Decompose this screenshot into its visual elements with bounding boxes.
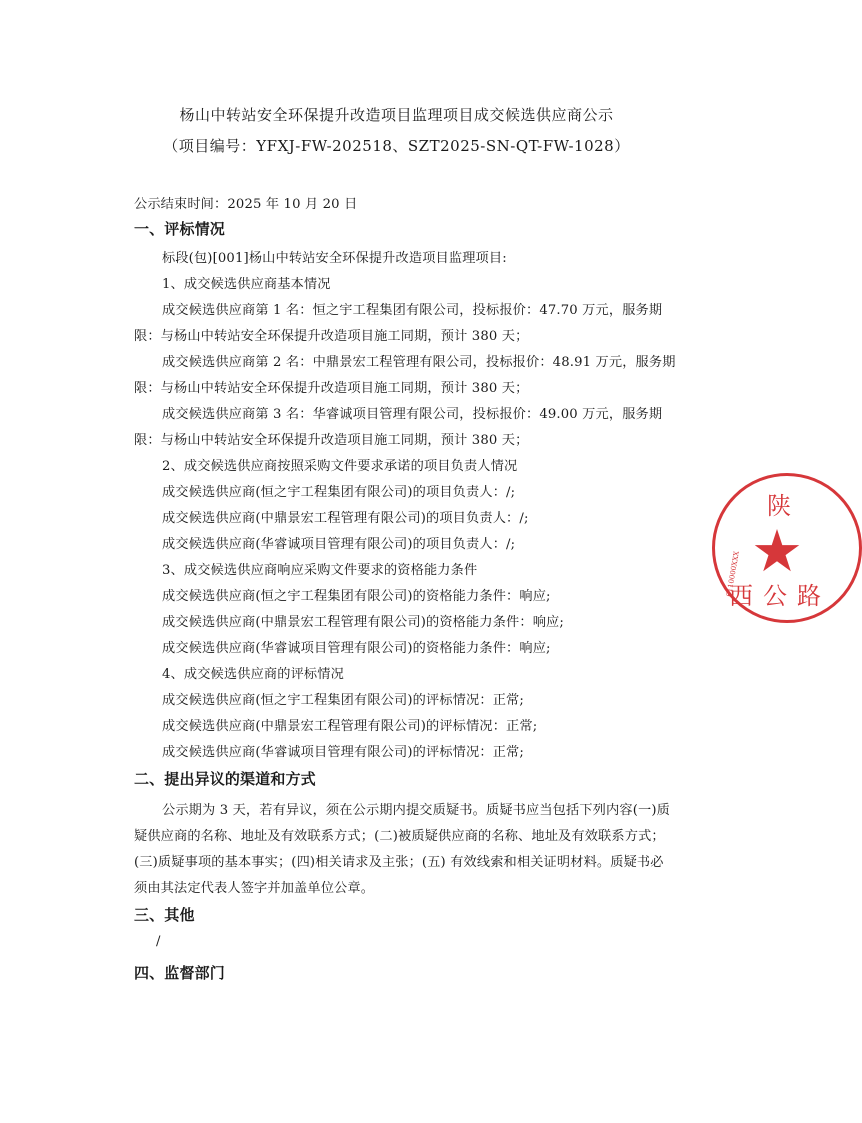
manager-3: 成交候选供应商(华睿诚项目管理有限公司)的项目负责人：/;: [162, 537, 516, 552]
seal-char-top: 陕: [767, 492, 791, 520]
objection-line-2: 疑供应商的名称、地址及有效联系方式；(二)被质疑供应商的名称、地址及有效联系方式；: [134, 829, 665, 844]
seal-star-icon: ★: [751, 517, 803, 585]
objection-line-1: 公示期为 3 天，若有异议，须在公示期内提交质疑书。质疑书应当包括下列内容(一)质: [162, 803, 670, 818]
candidate-2-line-a: 成交候选供应商第 2 名：中鼎景宏工程管理有限公司，投标报价：48.91 万元，服务期: [162, 355, 676, 370]
section-3-content: /: [156, 934, 161, 949]
section-4-heading: 四、监督部门: [134, 964, 225, 982]
official-seal: [712, 473, 862, 623]
lot-line: 标段(包)[001]杨山中转站安全环保提升改造项目监理项目:: [162, 251, 507, 266]
subheading-2: 2、成交候选供应商按照采购文件要求承诺的项目负责人情况: [162, 459, 518, 474]
candidate-3-line-b: 限：与杨山中转站安全环保提升改造项目施工同期，预计 380 天；: [134, 433, 529, 448]
objection-line-3: (三)质疑事项的基本事实；(四)相关请求及主张；(五) 有效线索和相关证明材料。质疑书必: [134, 855, 664, 870]
qualification-2: 成交候选供应商(中鼎景宏工程管理有限公司)的资格能力条件：响应;: [162, 615, 564, 630]
qualification-1: 成交候选供应商(恒之宇工程集团有限公司)的资格能力条件：响应;: [162, 589, 551, 604]
evaluation-3: 成交候选供应商(华睿诚项目管理有限公司)的评标情况：正常;: [162, 745, 524, 760]
project-number: （项目编号：YFXJ-FW-202518、SZT2025-SN-QT-FW-1028）: [163, 137, 630, 155]
subheading-1: 1、成交候选供应商基本情况: [162, 277, 331, 292]
document-title: 杨山中转站安全环保提升改造项目监理项目成交候选供应商公示: [179, 106, 614, 124]
section-2-heading: 二、提出异议的渠道和方式: [134, 770, 316, 788]
seal-code: 6110000XXX: [725, 550, 741, 598]
evaluation-1: 成交候选供应商(恒之宇工程集团有限公司)的评标情况：正常;: [162, 693, 524, 708]
subheading-3: 3、成交候选供应商响应采购文件要求的资格能力条件: [162, 563, 478, 578]
candidate-1-line-b: 限：与杨山中转站安全环保提升改造项目施工同期，预计 380 天；: [134, 329, 529, 344]
evaluation-2: 成交候选供应商(中鼎景宏工程管理有限公司)的评标情况：正常;: [162, 719, 538, 734]
section-1-heading: 一、评标情况: [134, 220, 225, 238]
candidate-2-line-b: 限：与杨山中转站安全环保提升改造项目施工同期，预计 380 天；: [134, 381, 529, 396]
objection-line-4: 须由其法定代表人签字并加盖单位公章。: [134, 881, 375, 896]
section-3-heading: 三、其他: [134, 906, 195, 924]
seal-chars-bottom: 西公路: [729, 582, 831, 610]
qualification-3: 成交候选供应商(华睿诚项目管理有限公司)的资格能力条件：响应;: [162, 641, 551, 656]
manager-2: 成交候选供应商(中鼎景宏工程管理有限公司)的项目负责人：/;: [162, 511, 529, 526]
candidate-3-line-a: 成交候选供应商第 3 名：华睿诚项目管理有限公司，投标报价：49.00 万元，服务期: [162, 407, 663, 422]
candidate-1-line-a: 成交候选供应商第 1 名：恒之宇工程集团有限公司，投标报价：47.70 万元，服务期: [162, 303, 663, 318]
manager-1: 成交候选供应商(恒之宇工程集团有限公司)的项目负责人：/;: [162, 485, 516, 500]
subheading-4: 4、成交候选供应商的评标情况: [162, 667, 344, 682]
end-time: 公示结束时间：2025 年 10 月 20 日: [134, 197, 358, 212]
